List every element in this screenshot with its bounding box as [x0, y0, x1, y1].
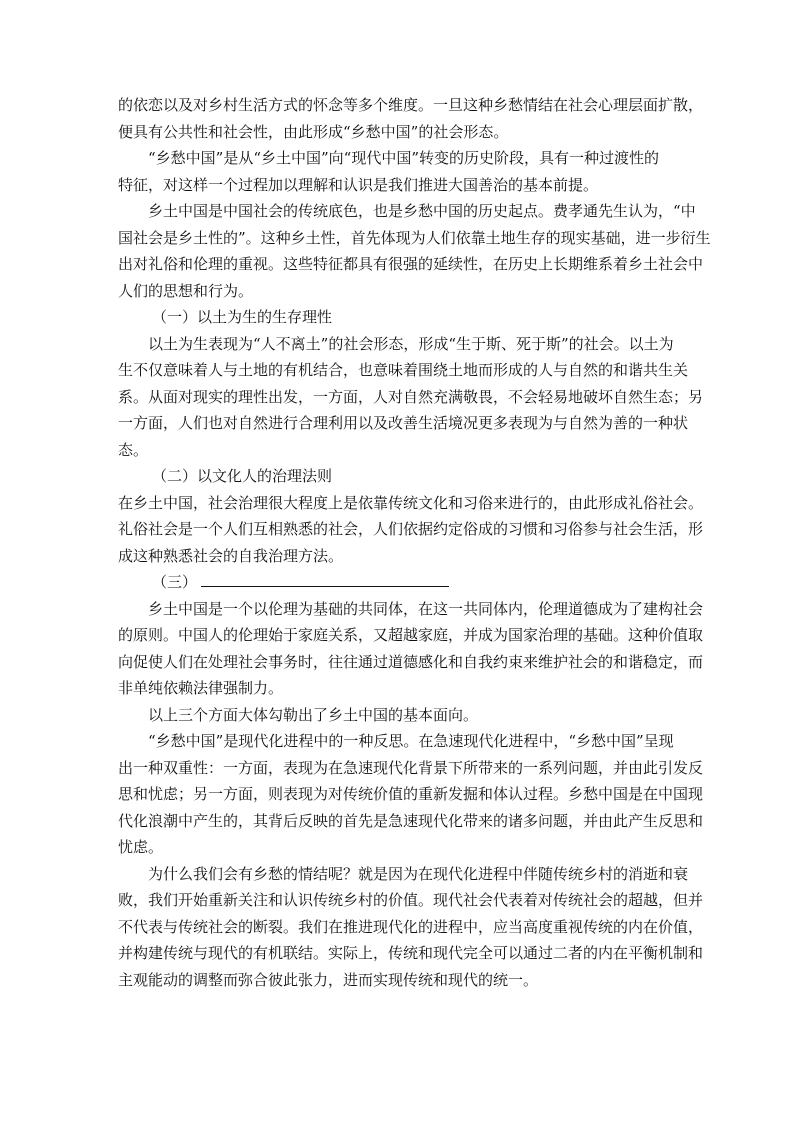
document-page — [118, 92, 711, 993]
text-line: 便具有公共性和社会性，由此形成“乡愁中国”的社会形态。 — [118, 122, 509, 141]
text-line: 非单纯依赖法律强制力。 — [118, 679, 284, 697]
paragraph — [118, 331, 704, 464]
paragraph — [118, 728, 704, 861]
text-line: 国社会是乡土性的”。这种乡土性，首先体现为人们依靠土地生存的现实基础，进一步衍生 — [118, 228, 711, 247]
text-line: 一方面，人们也对自然进行合理利用以及改善生活境况更多表现为与自然为善的一种状 — [118, 414, 689, 432]
paragraph — [118, 92, 704, 145]
paragraph — [118, 861, 704, 994]
heading-text: （二）以文化人的治理法则 — [152, 467, 333, 485]
text-line: 的原则。中国人的伦理始于家庭关系，又超越家庭，并成为国家治理的基础。这种价值取 — [118, 626, 704, 644]
text-line: 思和忧虑；另一方面，则表现为对传统价值的重新发掘和体认过程。乡愁中国是在中国现 — [118, 785, 704, 803]
text-line: 人们的思想和行为。 — [118, 281, 254, 300]
section-heading — [118, 463, 674, 490]
paragraph — [118, 198, 711, 304]
text-line: 出对礼俗和伦理的重视。这些特征都具有很强的延续性，在历史上长期维系着乡土社会中 — [118, 255, 704, 273]
text-line: 主观能动的调整而弥合彼此张力，进而实现传统和现代的统一。 — [118, 970, 539, 989]
text-line: 忧虑。 — [118, 838, 164, 856]
text-line: “乡愁中国”是现代化进程中的一种反思。在急速现代化进程中，“乡愁中国”呈现 — [148, 732, 674, 750]
heading-line — [118, 569, 674, 596]
text-line: 以上三个方面大体勾勒出了乡土中国的基本面向。 — [148, 705, 479, 724]
text-line: 败，我们开始重新关注和认识传统乡村的价值。现代社会代表着对传统社会的超越，但并 — [118, 891, 704, 909]
text-line: 特征，对这样一个过程加以理解和认识是我们推进大国善治的基本前提。 — [118, 175, 599, 194]
text-line: 系。从面对现实的理性出发，一方面，人对自然充满敬畏，不会轻易地破坏自然生态；另 — [118, 387, 704, 406]
text-line: 在乡土中国，社会治理很大程度上是依靠传统文化和习俗来进行的，由此形成礼俗社会。 — [118, 493, 704, 512]
text-line: 乡土中国是一个以伦理为基础的共同体，在这一共同体内，伦理道德成为了建构社会 — [148, 599, 704, 618]
paragraph — [118, 490, 704, 570]
paragraph — [118, 702, 674, 729]
text-line: 生不仅意味着人与土地的有机结合，也意味着围绕土地而形成的人与自然的和谐共生关 — [118, 361, 689, 379]
text-line: 出一种双重性：一方面，表现为在急速现代化背景下所带来的一系列问题，并由此引发反 — [118, 758, 704, 777]
text-line: 并构建传统与现代的有机联结。实际上，传统和现代完全可以通过二者的内在平衡机制和 — [118, 944, 704, 962]
heading-text: （三） — [152, 573, 198, 591]
heading-text: （一）以土为生的生存理性 — [152, 308, 333, 326]
section-heading-blank — [118, 569, 674, 596]
text-line: 向促使人们在处理社会事务时，往往通过道德感化和自我约束来维护社会的和谐稳定，而 — [118, 652, 704, 671]
text-line: 不代表与传统社会的断裂。我们在推进现代化的进程中，应当高度重视传统的内在价值， — [118, 917, 704, 936]
text-line: 礼俗社会是一个人们互相熟悉的社会，人们依据约定俗成的习惯和习俗参与社会生活，形 — [118, 520, 704, 538]
text-line: 代化浪潮中产生的，其背后反映的首先是急速现代化带来的诸多问题，并由此产生反思和 — [118, 811, 704, 830]
text-line: 态。 — [118, 440, 149, 459]
text-line: 乡土中国是中国社会的传统底色，也是乡愁中国的历史起点。费孝通先生认为，“中 — [148, 202, 696, 220]
paragraph — [118, 596, 704, 702]
text-line: 为什么我们会有乡愁的情结呢？就是因为在现代化进程中伴随传统乡村的消逝和衰 — [148, 864, 689, 883]
section-heading — [118, 304, 674, 331]
text-line: “乡愁中国”是从“乡土中国”向“现代中国”转变的历史阶段，具有一种过渡性的 — [148, 149, 660, 167]
text-line: 成这种熟悉社会的自我治理方法。 — [118, 546, 344, 565]
paragraph — [118, 145, 674, 198]
text-line: 的依恋以及对乡村生活方式的怀念等多个维度。一旦这种乡愁情结在社会心理层面扩散， — [118, 96, 704, 114]
text-line: 以土为生表现为“人不离土”的社会形态，形成“生于斯、死于斯”的社会。以土为 — [148, 334, 674, 353]
answer-blank[interactable] — [201, 570, 449, 587]
